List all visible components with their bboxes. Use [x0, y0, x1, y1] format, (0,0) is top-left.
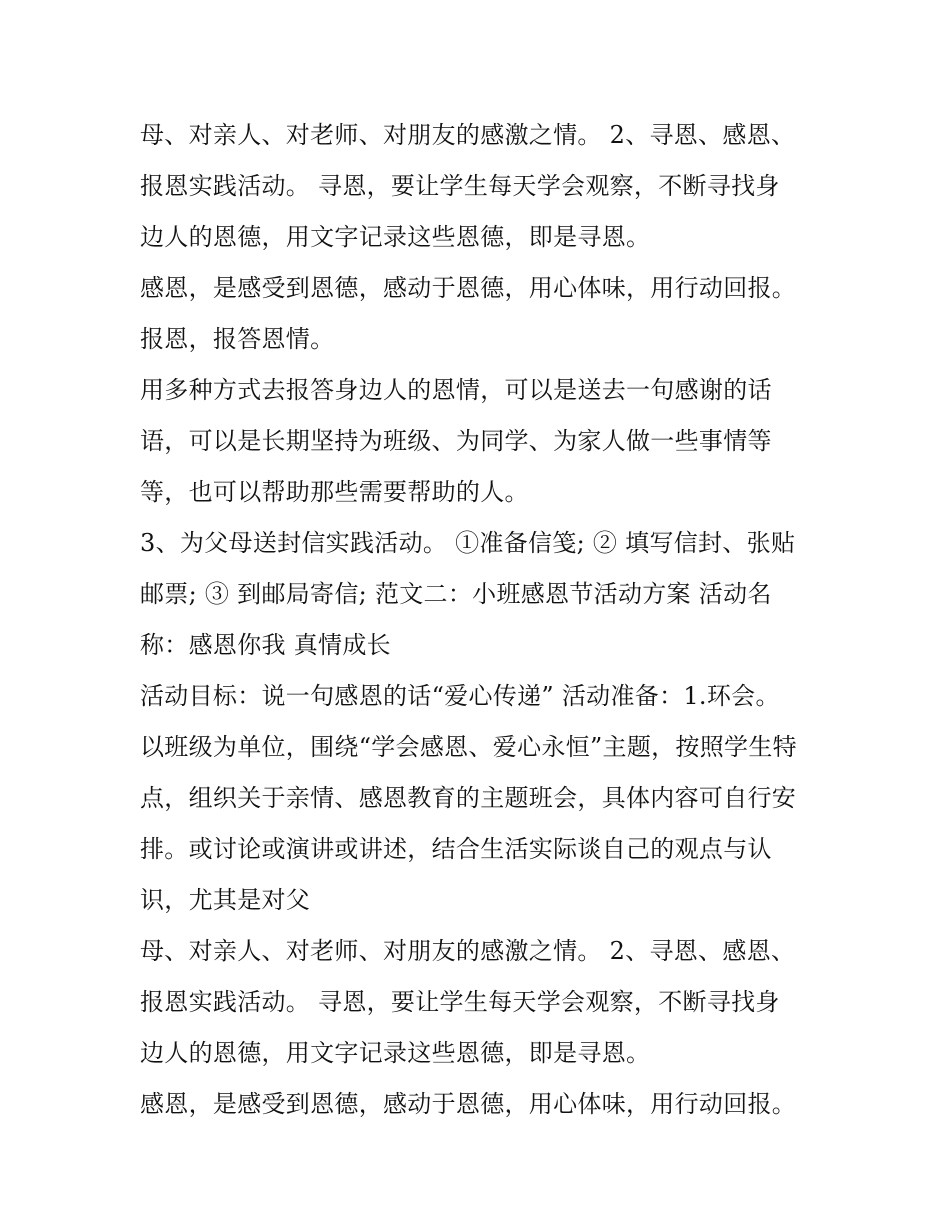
text-line: 等，也可以帮助那些需要帮助的人。	[140, 478, 529, 506]
text-line: 3、为父母送封信实践活动。 ①准备信笺; ② 填写信封、张贴	[140, 529, 796, 557]
text-line: 母、对亲人、对老师、对朋友的感激之情。 2、寻恩、感恩、	[140, 937, 796, 965]
text-line: 报恩，报答恩情。	[140, 325, 335, 353]
text-line: 排。或讨论或演讲或讲述，结合生活实际谈自己的观点与认	[140, 835, 772, 863]
text-line: 边人的恩德，用文字记录这些恩德，即是寻恩。	[140, 1039, 651, 1067]
document-body	[140, 110, 830, 1130]
text-line: 边人的恩德，用文字记录这些恩德，即是寻恩。	[140, 223, 651, 251]
text-line: 邮票; ③ 到邮局寄信; 范文二：小班感恩节活动方案 活动名	[140, 580, 772, 608]
text-line: 识，尤其是对父	[140, 886, 311, 914]
text-line: 感恩，是感受到恩德，感动于恩德，用心体味，用行动回报。	[140, 1090, 797, 1118]
text-line: 以班级为单位，围绕“学会感恩、爱心永恒”主题，按照学生特	[140, 733, 797, 761]
text-line: 语，可以是长期坚持为班级、为同学、为家人做一些事情等	[140, 427, 772, 455]
text-line: 用多种方式去报答身边人的恩情，可以是送去一句感谢的话	[140, 376, 772, 404]
text-line: 称：感恩你我 真情成长	[140, 631, 391, 659]
text-line: 报恩实践活动。 寻恩，要让学生每天学会观察，不断寻找身	[140, 172, 780, 200]
text-line: 感恩，是感受到恩德，感动于恩德，用心体味，用行动回报。	[140, 274, 797, 302]
text-line: 报恩实践活动。 寻恩，要让学生每天学会观察，不断寻找身	[140, 988, 780, 1016]
text-line: 活动目标：说一句感恩的话“爱心传递” 活动准备：1.环会。	[140, 682, 780, 710]
text-line: 母、对亲人、对老师、对朋友的感激之情。 2、寻恩、感恩、	[140, 121, 796, 149]
text-line: 点，组织关于亲情、感恩教育的主题班会，具体内容可自行安	[140, 784, 797, 812]
